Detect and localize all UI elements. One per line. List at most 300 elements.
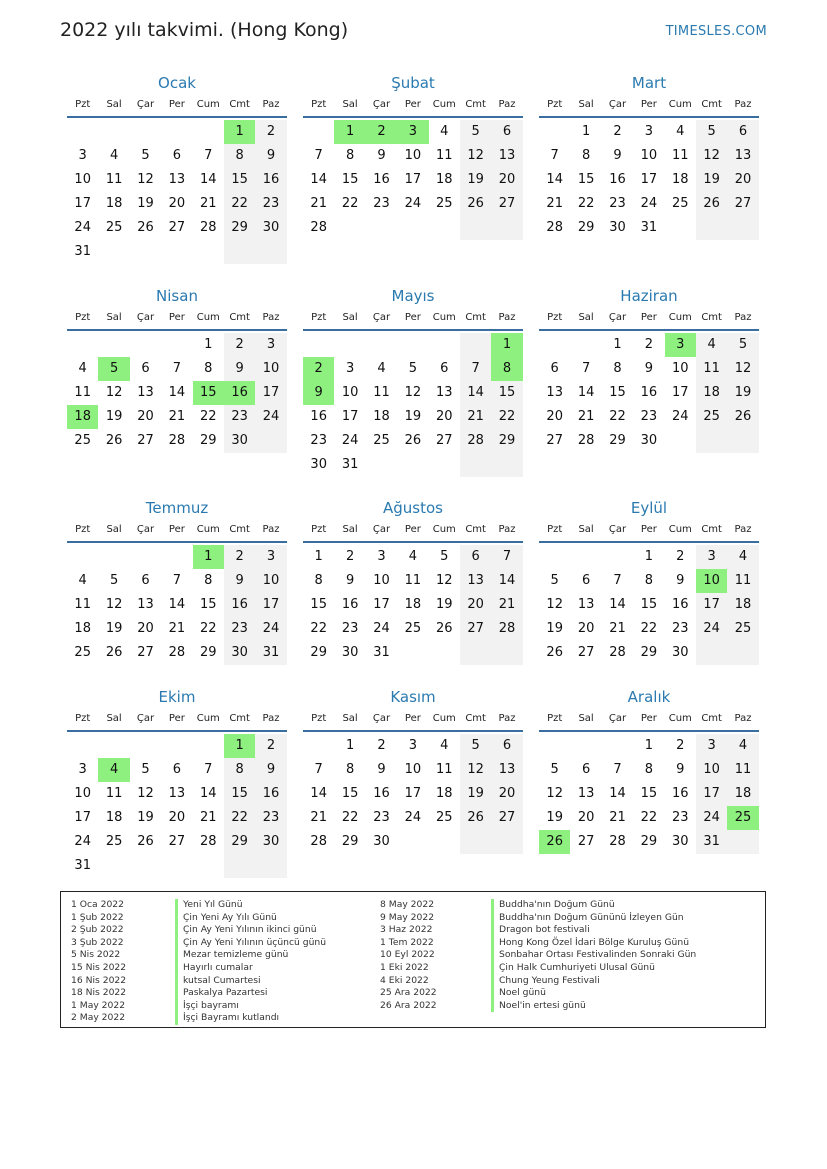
day-cell: 20: [491, 782, 522, 806]
empty-day-cell: [429, 453, 460, 477]
day-cell: 8: [224, 758, 255, 782]
holiday-day-cell: 1: [224, 120, 255, 144]
day-cell: 19: [105, 621, 123, 636]
weekday-label: Cum: [668, 99, 692, 110]
weekday-label: Cmt: [229, 524, 250, 535]
day-cell: 6: [491, 734, 522, 758]
weekday-label: Cum: [196, 99, 220, 110]
weekday-header: [303, 519, 523, 543]
day-cell: 29: [640, 834, 658, 849]
weekday-label: Cmt: [701, 713, 722, 724]
day-cell: 30: [671, 645, 689, 660]
day-cell: 17: [671, 385, 689, 400]
legend-holiday-name: Mezar temizleme günü: [175, 949, 326, 962]
day-cell: 24: [404, 810, 422, 825]
holiday-day-cell: 1: [193, 545, 224, 569]
day-cell: 28: [491, 617, 522, 641]
weekday-label: Paz: [498, 524, 516, 535]
day-cell: 27: [491, 192, 522, 216]
day-cell: 7: [613, 762, 622, 777]
day-cell: 16: [255, 168, 286, 192]
day-cell: 30: [255, 216, 286, 240]
day-cell: 2: [676, 549, 685, 564]
legend-date: 15 Nis 2022: [71, 961, 127, 973]
day-cell: 17: [696, 782, 727, 806]
weekday-label: Cum: [432, 312, 456, 323]
day-cell: 8: [204, 361, 213, 376]
weekday-label: Pzt: [547, 524, 563, 535]
day-cell: 13: [168, 172, 186, 187]
day-cell: 5: [460, 734, 491, 758]
empty-day-cell: [161, 120, 192, 144]
weekday-label: Sal: [342, 99, 358, 110]
weekday-label: Pzt: [75, 713, 91, 724]
day-cell: 13: [577, 597, 595, 612]
month-2: [303, 72, 523, 240]
legend-holiday-name: Noel'in ertesi günü: [491, 1000, 696, 1013]
legend-date: 25 Ara 2022: [380, 987, 437, 999]
empty-day-cell: [491, 453, 522, 477]
day-cell: 17: [696, 593, 727, 617]
day-cell: 29: [577, 220, 595, 235]
day-cell: 6: [581, 573, 591, 588]
day-cell: 17: [74, 810, 91, 825]
empty-day-cell: [161, 333, 192, 357]
day-cell: 7: [550, 148, 559, 163]
weekday-header: [67, 94, 287, 118]
holiday-day-cell: 2: [366, 120, 397, 144]
weekday-label: Cmt: [229, 99, 250, 110]
day-cell: 15: [224, 782, 255, 806]
day-cell: 23: [373, 810, 390, 825]
day-cell: 20: [168, 196, 186, 211]
day-cell: 18: [435, 786, 453, 801]
day-cell: 30: [224, 429, 255, 453]
weekday-label: Sal: [342, 312, 358, 323]
day-cell: 20: [727, 168, 758, 192]
weekday-label: Cum: [196, 524, 220, 535]
day-cell: 24: [696, 617, 727, 641]
empty-day-cell: [98, 854, 129, 878]
day-cell: 6: [550, 361, 559, 376]
empty-day-cell: [570, 333, 601, 357]
weekday-label: Per: [168, 524, 185, 535]
month-name: Eylül: [630, 499, 668, 517]
empty-day-cell: [130, 240, 161, 264]
day-cell: 28: [577, 433, 595, 448]
weekday-label: Cum: [196, 713, 220, 724]
day-cell: 27: [168, 220, 186, 235]
empty-day-cell: [665, 429, 696, 453]
day-cell: 13: [727, 144, 758, 168]
day-cell: 15: [640, 597, 658, 612]
legend-holiday-name: İşçi bayramı: [175, 1000, 326, 1013]
empty-day-cell: [696, 429, 727, 453]
day-cell: 13: [137, 597, 154, 612]
weekday-header: [539, 94, 759, 118]
day-cell: 7: [491, 545, 522, 569]
day-cell: 23: [255, 192, 286, 216]
day-cell: 8: [345, 762, 355, 777]
day-cell: 2: [224, 333, 255, 357]
day-cell: 10: [404, 762, 422, 777]
empty-day-cell: [98, 333, 129, 357]
day-cell: 30: [609, 220, 626, 235]
day-cell: 23: [341, 621, 359, 636]
legend-holiday-name: Çin Ay Yeni Yılının üçüncü günü: [175, 937, 326, 950]
month-7: [67, 497, 287, 665]
day-cell: 3: [345, 361, 355, 376]
day-cell: 11: [74, 385, 91, 400]
day-cell: 10: [255, 569, 286, 593]
day-cell: 21: [577, 409, 595, 424]
day-cell: 10: [341, 385, 359, 400]
day-cell: 24: [74, 220, 91, 235]
day-cell: 13: [491, 144, 522, 168]
month-11: [303, 686, 523, 854]
weekday-label: Sal: [106, 524, 122, 535]
legend-date: 1 Tem 2022: [380, 936, 434, 948]
day-cell: 8: [644, 573, 653, 588]
day-cell: 10: [255, 357, 286, 381]
month-9: [539, 497, 759, 665]
legend-dates-left: [71, 899, 126, 1025]
day-cell: 11: [105, 172, 123, 187]
holiday-day-cell: 16: [224, 381, 255, 405]
legend-date: 10 Eyl 2022: [380, 949, 435, 961]
holiday-day-cell: 9: [303, 381, 334, 405]
day-cell: 16: [671, 597, 689, 612]
holiday-day-cell: 18: [67, 405, 98, 429]
day-cell: 20: [137, 621, 154, 636]
empty-day-cell: [460, 641, 491, 665]
day-cell: 22: [577, 196, 595, 211]
legend-date: 1 Oca 2022: [71, 899, 124, 910]
day-cell: 20: [577, 810, 595, 825]
legend-date: 3 Şub 2022: [71, 936, 124, 948]
day-cell: 27: [460, 617, 491, 641]
day-cell: 8: [204, 573, 213, 588]
day-cell: 21: [460, 405, 491, 429]
empty-day-cell: [130, 545, 161, 569]
day-cell: 15: [310, 597, 327, 612]
empty-day-cell: [460, 830, 491, 854]
day-cell: 2: [255, 734, 286, 758]
empty-day-cell: [98, 734, 129, 758]
day-cell: 28: [199, 834, 217, 849]
day-cell: 27: [577, 834, 595, 849]
weekday-label: Cmt: [701, 99, 722, 110]
month-1: [67, 72, 287, 264]
empty-day-cell: [303, 333, 334, 357]
weekday-label: Sal: [578, 99, 594, 110]
holiday-day-cell: 5: [98, 357, 129, 381]
day-cell: 20: [546, 409, 563, 424]
day-cell: 17: [341, 409, 359, 424]
day-cell: 4: [408, 549, 417, 564]
day-cell: 27: [137, 645, 154, 660]
day-cell: 13: [168, 786, 186, 801]
empty-day-cell: [491, 830, 522, 854]
day-cell: 11: [696, 357, 727, 381]
holiday-day-cell: 10: [696, 569, 727, 593]
day-cell: 27: [137, 433, 154, 448]
weekday-label: Pzt: [311, 524, 327, 535]
day-cell: 8: [314, 573, 323, 588]
day-cell: 8: [581, 148, 591, 163]
month-name: Ocak: [158, 74, 196, 92]
day-cell: 28: [609, 834, 626, 849]
day-cell: 23: [640, 409, 658, 424]
legend-date: 1 Şub 2022: [71, 911, 124, 923]
weekday-label: Paz: [262, 99, 280, 110]
month-name: Ağustos: [383, 499, 443, 517]
legend-holiday-name: Chung Yeung Festivali: [491, 975, 696, 988]
empty-day-cell: [460, 333, 491, 357]
day-cell: 28: [168, 433, 186, 448]
day-cell: 12: [137, 786, 154, 801]
legend-date: 9 May 2022: [380, 911, 435, 923]
empty-day-cell: [255, 240, 286, 264]
day-cell: 13: [577, 786, 595, 801]
day-cell: 17: [404, 786, 422, 801]
day-cell: 25: [435, 196, 453, 211]
day-cell: 5: [727, 333, 758, 357]
day-cell: 4: [676, 124, 685, 139]
day-cell: 3: [255, 545, 286, 569]
day-cell: 13: [460, 569, 491, 593]
day-cell: 29: [341, 834, 359, 849]
empty-day-cell: [161, 545, 192, 569]
empty-day-cell: [67, 734, 98, 758]
legend-date: 2 Şub 2022: [71, 924, 124, 936]
day-cell: 3: [255, 333, 286, 357]
day-cell: 5: [440, 549, 449, 564]
weekday-label: Per: [404, 99, 421, 110]
weekday-label: Çar: [372, 99, 391, 110]
weekday-label: Paz: [734, 99, 752, 110]
day-cell: 24: [404, 196, 422, 211]
day-cell: 25: [404, 621, 422, 636]
day-cell: 6: [491, 120, 522, 144]
empty-day-cell: [397, 216, 428, 240]
day-cell: 13: [435, 385, 453, 400]
empty-day-cell: [602, 545, 633, 569]
day-cell: 11: [435, 762, 453, 777]
weekday-label: Sal: [106, 713, 122, 724]
day-cell: 9: [224, 569, 255, 593]
day-cell: 24: [255, 617, 286, 641]
day-cell: 22: [491, 405, 522, 429]
day-cell: 8: [224, 144, 255, 168]
day-cell: 9: [255, 144, 286, 168]
day-cell: 24: [640, 196, 658, 211]
day-cell: 31: [341, 457, 359, 472]
day-cell: 24: [671, 409, 689, 424]
weekday-header: [303, 708, 523, 732]
day-cell: 12: [460, 758, 491, 782]
day-cell: 22: [609, 409, 626, 424]
day-grid: [67, 120, 287, 264]
weekday-label: Pzt: [75, 99, 91, 110]
day-cell: 25: [373, 433, 390, 448]
empty-day-cell: [67, 120, 98, 144]
day-cell: 25: [105, 220, 123, 235]
day-cell: 29: [224, 216, 255, 240]
legend-names-right: [491, 899, 696, 1012]
weekday-label: Per: [640, 713, 657, 724]
weekday-header: [67, 519, 287, 543]
day-cell: 18: [105, 196, 123, 211]
day-grid: [539, 120, 759, 240]
weekday-label: Pzt: [75, 524, 91, 535]
day-cell: 21: [168, 409, 186, 424]
weekday-label: Cmt: [229, 713, 250, 724]
day-cell: 18: [404, 597, 422, 612]
legend-date: 8 May 2022: [380, 899, 435, 910]
day-cell: 20: [491, 168, 522, 192]
day-cell: 24: [696, 806, 727, 830]
site-link[interactable]: TIMESLES.COM: [665, 24, 767, 39]
day-cell: 14: [199, 786, 217, 801]
day-cell: 5: [109, 573, 119, 588]
day-cell: 28: [310, 220, 327, 235]
day-cell: 2: [676, 738, 685, 753]
month-10: [67, 686, 287, 878]
holiday-day-cell: 25: [727, 806, 758, 830]
day-cell: 5: [550, 762, 559, 777]
weekday-label: Çar: [608, 99, 627, 110]
day-cell: 30: [341, 645, 359, 660]
empty-day-cell: [67, 545, 98, 569]
month-name: Şubat: [391, 74, 435, 92]
day-cell: 20: [168, 810, 186, 825]
legend-holiday-name: Buddha'nın Doğum Gününü İzleyen Gün: [491, 912, 696, 925]
legend-dates-right: [380, 899, 437, 1012]
weekday-label: Per: [168, 99, 185, 110]
weekday-label: Çar: [372, 713, 391, 724]
day-cell: 29: [199, 645, 217, 660]
day-cell: 12: [404, 385, 422, 400]
day-cell: 16: [255, 782, 286, 806]
day-cell: 26: [105, 433, 123, 448]
day-cell: 22: [199, 621, 217, 636]
empty-day-cell: [98, 545, 129, 569]
day-cell: 5: [141, 762, 150, 777]
month-name: Nisan: [156, 287, 198, 305]
day-cell: 25: [74, 433, 91, 448]
weekday-label: Çar: [372, 524, 391, 535]
day-cell: 21: [199, 810, 217, 825]
day-cell: 10: [671, 361, 689, 376]
day-cell: 1: [345, 738, 355, 753]
day-cell: 26: [137, 220, 154, 235]
day-cell: 27: [168, 834, 186, 849]
empty-day-cell: [539, 545, 570, 569]
day-cell: 12: [460, 144, 491, 168]
empty-day-cell: [429, 641, 460, 665]
empty-day-cell: [366, 216, 397, 240]
empty-day-cell: [303, 734, 334, 758]
empty-day-cell: [224, 240, 255, 264]
day-cell: 19: [105, 409, 123, 424]
day-cell: 31: [373, 645, 390, 660]
weekday-label: Per: [168, 713, 185, 724]
empty-day-cell: [193, 854, 224, 878]
day-cell: 4: [727, 545, 758, 569]
legend-holiday-name: Çin Yeni Ay Yılı Günü: [175, 912, 326, 925]
day-cell: 12: [105, 597, 123, 612]
day-cell: 2: [345, 549, 355, 564]
weekday-label: Cmt: [465, 312, 486, 323]
month-name: Temmuz: [145, 499, 209, 517]
day-cell: 7: [204, 762, 213, 777]
weekday-label: Paz: [262, 713, 280, 724]
month-name: Aralık: [627, 688, 671, 706]
month-name: Ekim: [158, 688, 196, 706]
holiday-day-cell: 3: [397, 120, 428, 144]
day-cell: 30: [671, 834, 689, 849]
day-cell: 10: [404, 148, 422, 163]
month-5: [303, 285, 523, 477]
day-cell: 26: [727, 405, 758, 429]
weekday-header: [539, 519, 759, 543]
empty-day-cell: [460, 216, 491, 240]
day-cell: 22: [341, 810, 359, 825]
day-cell: 10: [640, 148, 658, 163]
day-cell: 30: [640, 433, 658, 448]
day-cell: 22: [224, 192, 255, 216]
weekday-label: Çar: [136, 99, 155, 110]
day-cell: 3: [696, 545, 727, 569]
day-cell: 17: [255, 593, 286, 617]
empty-day-cell: [98, 240, 129, 264]
day-cell: 28: [460, 429, 491, 453]
day-cell: 10: [74, 172, 91, 187]
legend-holiday-name: Buddha'nın Doğum Günü: [491, 899, 696, 912]
day-cell: 28: [609, 645, 626, 660]
weekday-label: Per: [640, 312, 657, 323]
weekday-label: Pzt: [311, 713, 327, 724]
day-cell: 19: [460, 168, 491, 192]
day-cell: 14: [491, 569, 522, 593]
day-cell: 4: [78, 361, 87, 376]
weekday-label: Sal: [342, 524, 358, 535]
weekday-label: Çar: [136, 312, 155, 323]
legend-date: 3 Haz 2022: [380, 924, 433, 936]
day-cell: 18: [727, 593, 758, 617]
empty-day-cell: [130, 734, 161, 758]
legend-holiday-name: Yeni Yıl Günü: [175, 899, 326, 912]
holiday-day-cell: 26: [539, 830, 570, 854]
day-cell: 7: [172, 573, 181, 588]
day-cell: 12: [696, 144, 727, 168]
day-cell: 1: [204, 337, 213, 352]
weekday-label: Per: [404, 713, 421, 724]
day-cell: 14: [199, 172, 217, 187]
day-grid: [539, 734, 759, 854]
day-cell: 27: [491, 806, 522, 830]
day-cell: 9: [377, 762, 386, 777]
day-cell: 26: [404, 433, 422, 448]
day-cell: 12: [435, 573, 453, 588]
day-cell: 19: [546, 810, 563, 825]
day-cell: 26: [546, 645, 563, 660]
day-cell: 25: [671, 196, 689, 211]
day-cell: 23: [224, 405, 255, 429]
day-cell: 9: [676, 762, 685, 777]
day-cell: 28: [168, 645, 186, 660]
